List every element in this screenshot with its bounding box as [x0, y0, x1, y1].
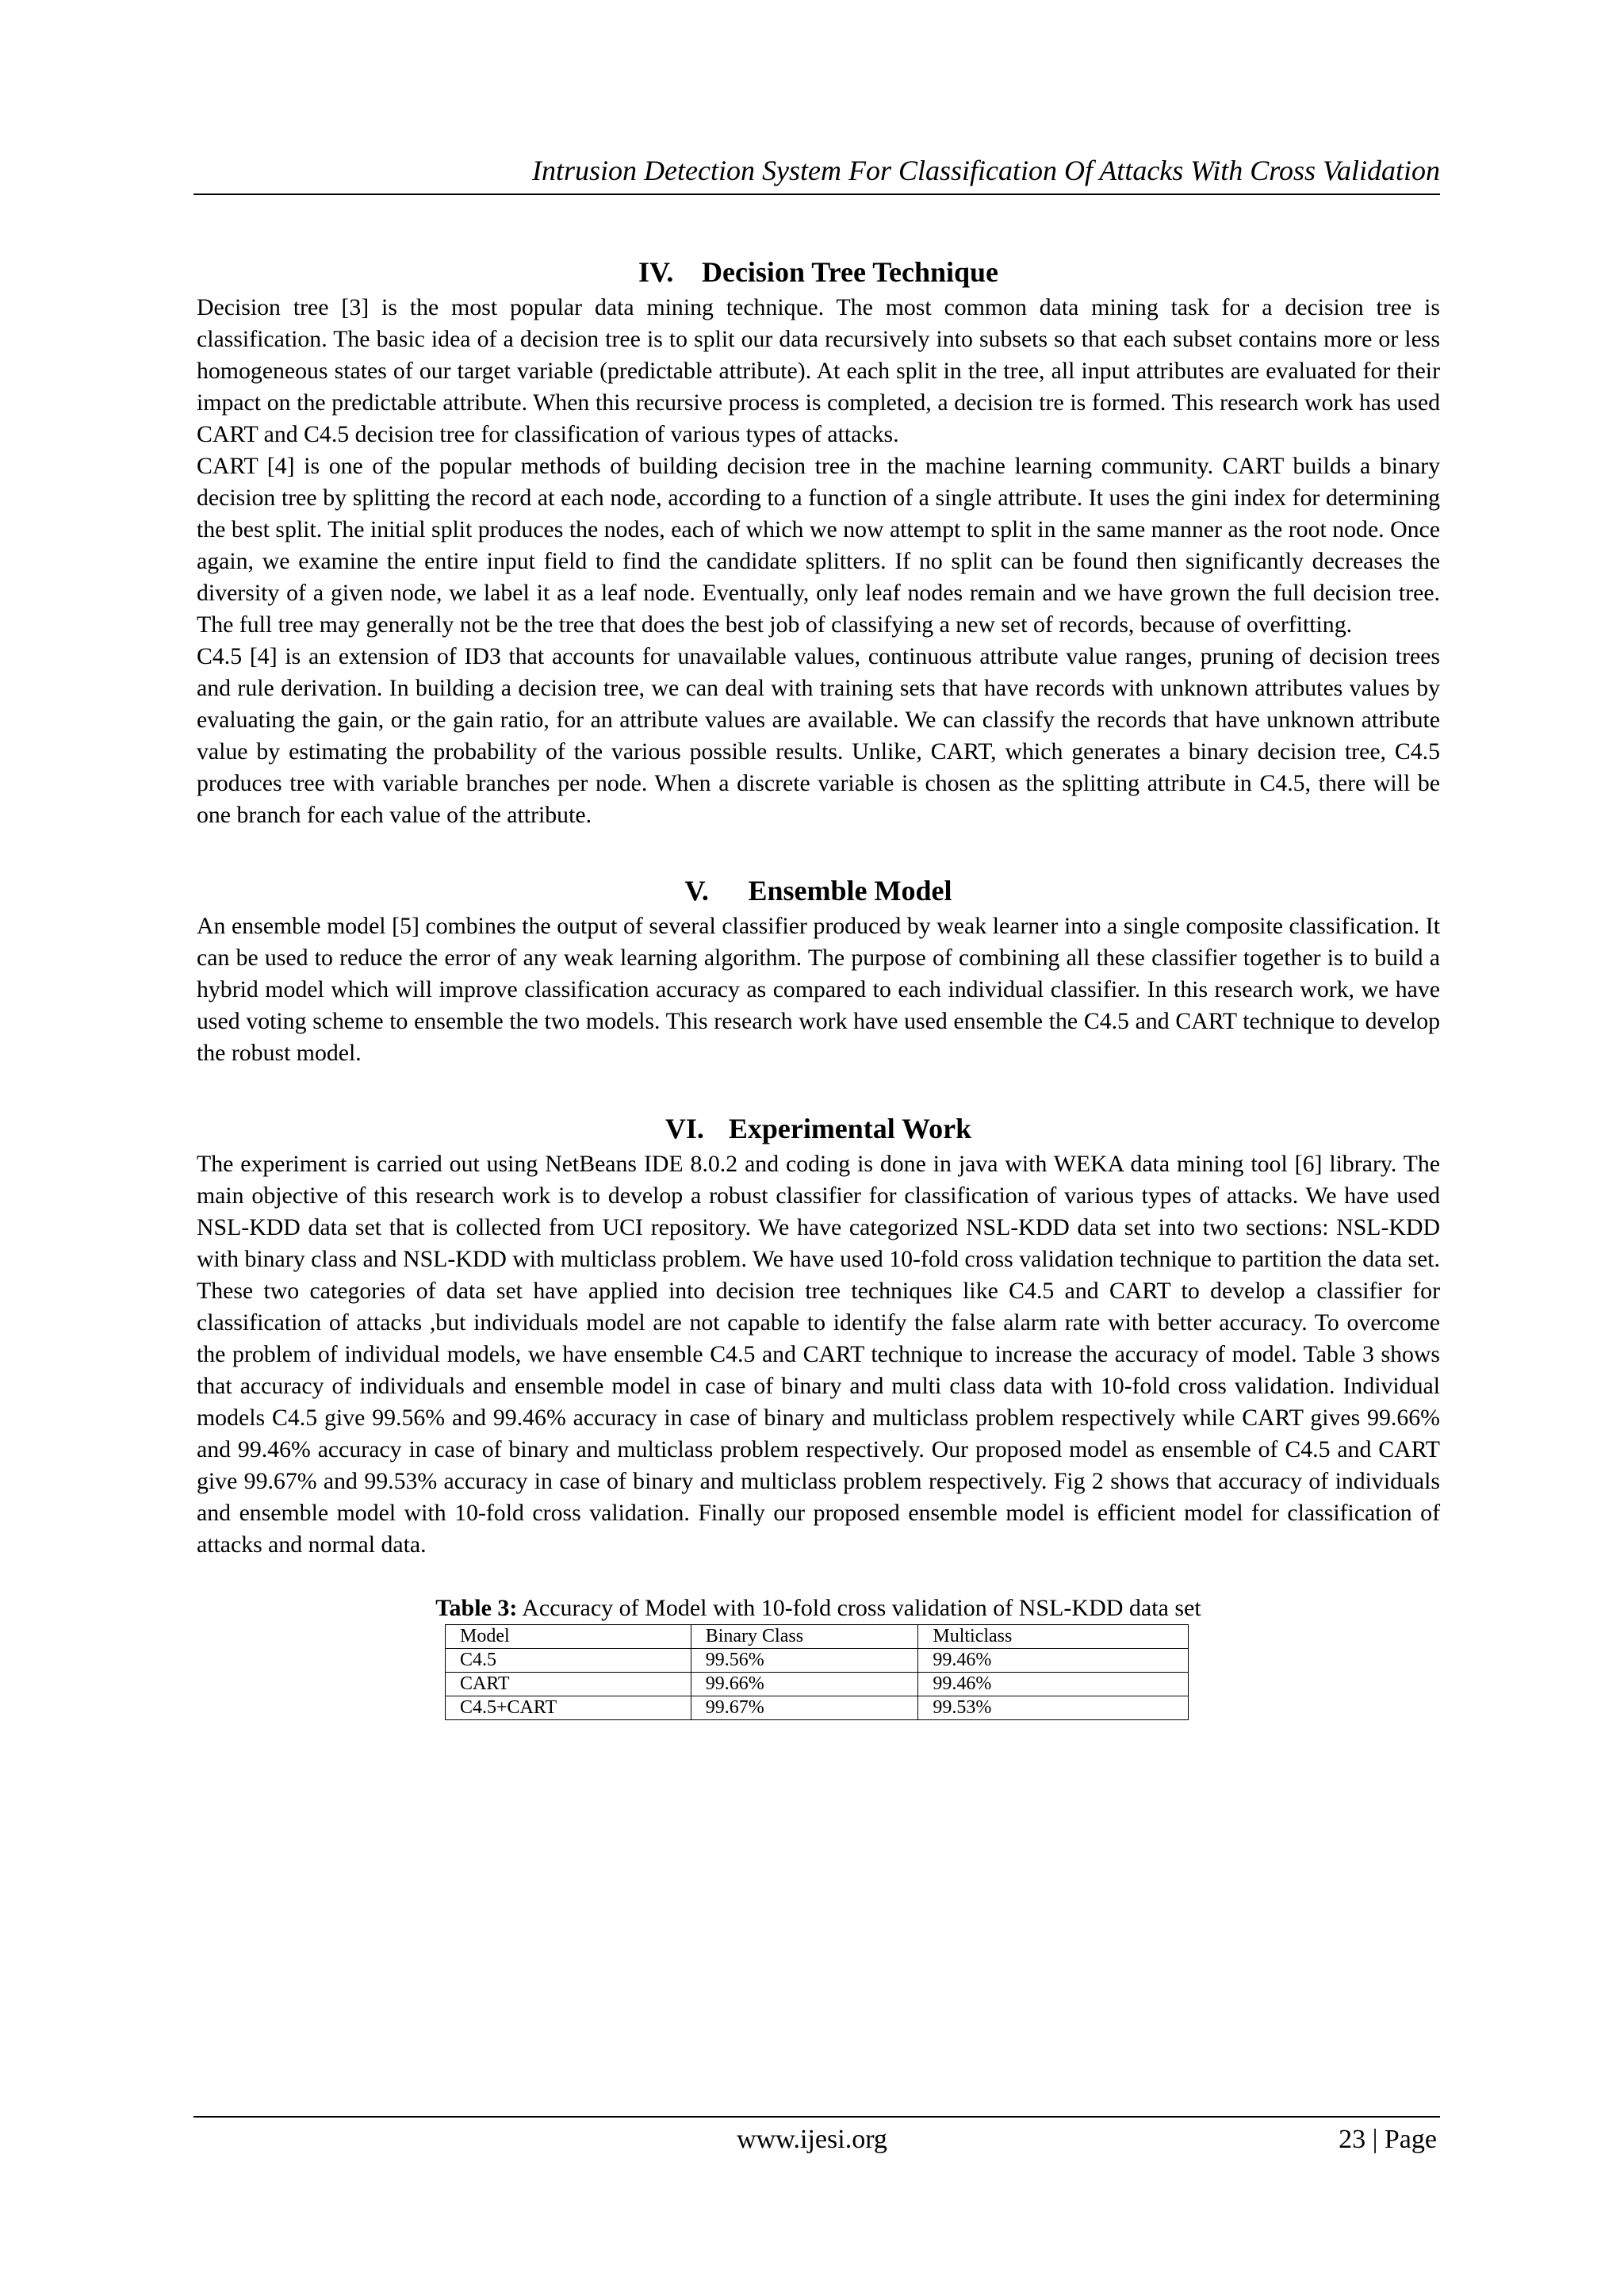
section-title: Decision Tree Technique	[701, 256, 999, 288]
table-cell: 99.66%	[691, 1673, 918, 1696]
table-caption	[197, 1593, 1440, 1624]
paragraph: An ensemble model [5] combines the output of several classifier produced by weak learner into a single composite classification. It can be used to reduce the error of any weak learning algorithm. The purpose of combining all these classifier together is to build a hybrid model which will improve classification accuracy as compared to each individual classifier. In this research work, we have used voting scheme to ensemble the two models. This research work have used ensemble the C4.5 and CART technique to develop the robust model.	[197, 913, 1440, 1066]
table-cell: C4.5+CART	[446, 1696, 691, 1720]
page-body	[197, 252, 1440, 1720]
table-cell: 99.46%	[918, 1649, 1189, 1673]
table-row	[446, 1696, 1189, 1720]
column-header: Multiclass	[918, 1625, 1189, 1649]
table-cell: 99.53%	[918, 1696, 1189, 1720]
paragraph: Decision tree [3] is the most popular data mining technique. The most common data mining task for a decision tree is classification. The basic idea of a decision tree is to split our data recursively into subsets so that each subset contains more or less homogeneous states of our target variable (predictable attribute). At each split in the tree, all input attributes are evaluated for their impact on the predictable attribute. When this recursive process is completed, a decision tre is formed. This research work has used CART and C4.5 decision tree for classification of various types of attacks.	[197, 294, 1440, 447]
table-cell: 99.67%	[691, 1696, 918, 1720]
paragraph: The experiment is carried out using NetBeans IDE 8.0.2 and coding is done in java with WEKA data mining tool [6] library. The main objective of this research work is to develop a robust classifier for classification of various types of attacks. We have used NSL-KDD data set that is collected from UCI repository. We have categorized NSL-KDD data set into two sections: NSL-KDD with binary class and NSL-KDD with multiclass problem. We have used 10-fold cross validation technique to partition the data set. These two categories of data set have applied into decision tree techniques like C4.5 and CART to develop a classifier for classification of attacks ,but individuals model are not capable to identify the false alarm rate with better accuracy. To overcome the problem of individual models, we have ensemble C4.5 and CART technique to increase the accuracy of model. Table 3 shows that accuracy of individuals and ensemble model in case of binary and multi class data with 10-fold cross validation. Individual models C4.5 give 99.56% and 99.46% accuracy in case of binary and multiclass problem respectively while CART gives 99.66% and 99.46% accuracy in case of binary and multiclass problem respectively. Our proposed model as ensemble of C4.5 and CART give 99.67% and 99.53% accuracy in case of binary and multiclass problem respectively. Fig 2 shows that accuracy of individuals and ensemble model with 10-fold cross validation. Finally our proposed ensemble model is efficient model for classification of attacks and normal data.	[197, 1151, 1440, 1558]
accuracy-table	[445, 1624, 1189, 1720]
paragraph: C4.5 [4] is an extension of ID3 that accounts for unavailable values, continuous attribute value ranges, pruning of decision trees and rule derivation. In building a decision tree, we can deal with training sets that have records with unknown attributes values by evaluating the gain, or the gain ratio, for an attribute values are available. We can classify the records that have unknown attribute value by estimating the probability of the various possible results. Unlike, CART, which generates a binary decision tree, C4.5 produces tree with variable branches per node. When a discrete variable is chosen as the splitting attribute in C4.5, there will be one branch for each value of the attribute.	[197, 643, 1440, 828]
footer-page-number: 23 | Page	[1339, 2125, 1437, 2154]
footer-rule	[193, 2116, 1440, 2118]
section-gap	[197, 831, 1440, 871]
table-cell: C4.5	[446, 1649, 691, 1673]
table-row	[446, 1673, 1189, 1696]
table-cell: 99.56%	[691, 1649, 918, 1673]
section-gap	[197, 1069, 1440, 1109]
section-heading-experimental-work	[197, 1109, 1440, 1148]
header-rule	[193, 194, 1440, 195]
paragraph: CART [4] is one of the popular methods of building decision tree in the machine learning community. CART builds a binary decision tree by splitting the record at each node, according to a function of a single attribute. It uses the gini index for determining the best split. The initial split produces the nodes, each of which we now attempt to split in the same manner as the root node. Once again, we examine the entire input field to find the candidate splitters. If no split can be found then significantly decreases the diversity of a given node, we label it as a leaf node. Eventually, only leaf nodes remain and we have grown the full decision tree. The full tree may generally not be the tree that does the best job of classifying a new set of records, because of overfitting.	[197, 453, 1440, 638]
table-header-row	[446, 1625, 1189, 1649]
section-number: IV.	[638, 256, 674, 288]
column-header: Binary Class	[691, 1625, 918, 1649]
section-title: Ensemble Model	[748, 875, 952, 907]
section-number: VI.	[665, 1113, 704, 1144]
section-number: V.	[684, 875, 709, 907]
column-header: Model	[446, 1625, 691, 1649]
running-head: Intrusion Detection System For Classification Of Attacks With Cross Validation	[532, 155, 1440, 186]
section-heading-ensemble-model	[197, 871, 1440, 910]
table-caption-text: Accuracy of Model with 10-fold cross validation of NSL-KDD data set	[517, 1595, 1201, 1621]
section-heading-decision-tree	[197, 252, 1440, 292]
table-row	[446, 1649, 1189, 1673]
table-caption-label: Table 3:	[435, 1595, 518, 1621]
footer-website-link[interactable]: www.ijesi.org	[737, 2125, 887, 2154]
table-cell: 99.46%	[918, 1673, 1189, 1696]
table-cell: CART	[446, 1673, 691, 1696]
section-title: Experimental Work	[728, 1113, 972, 1144]
